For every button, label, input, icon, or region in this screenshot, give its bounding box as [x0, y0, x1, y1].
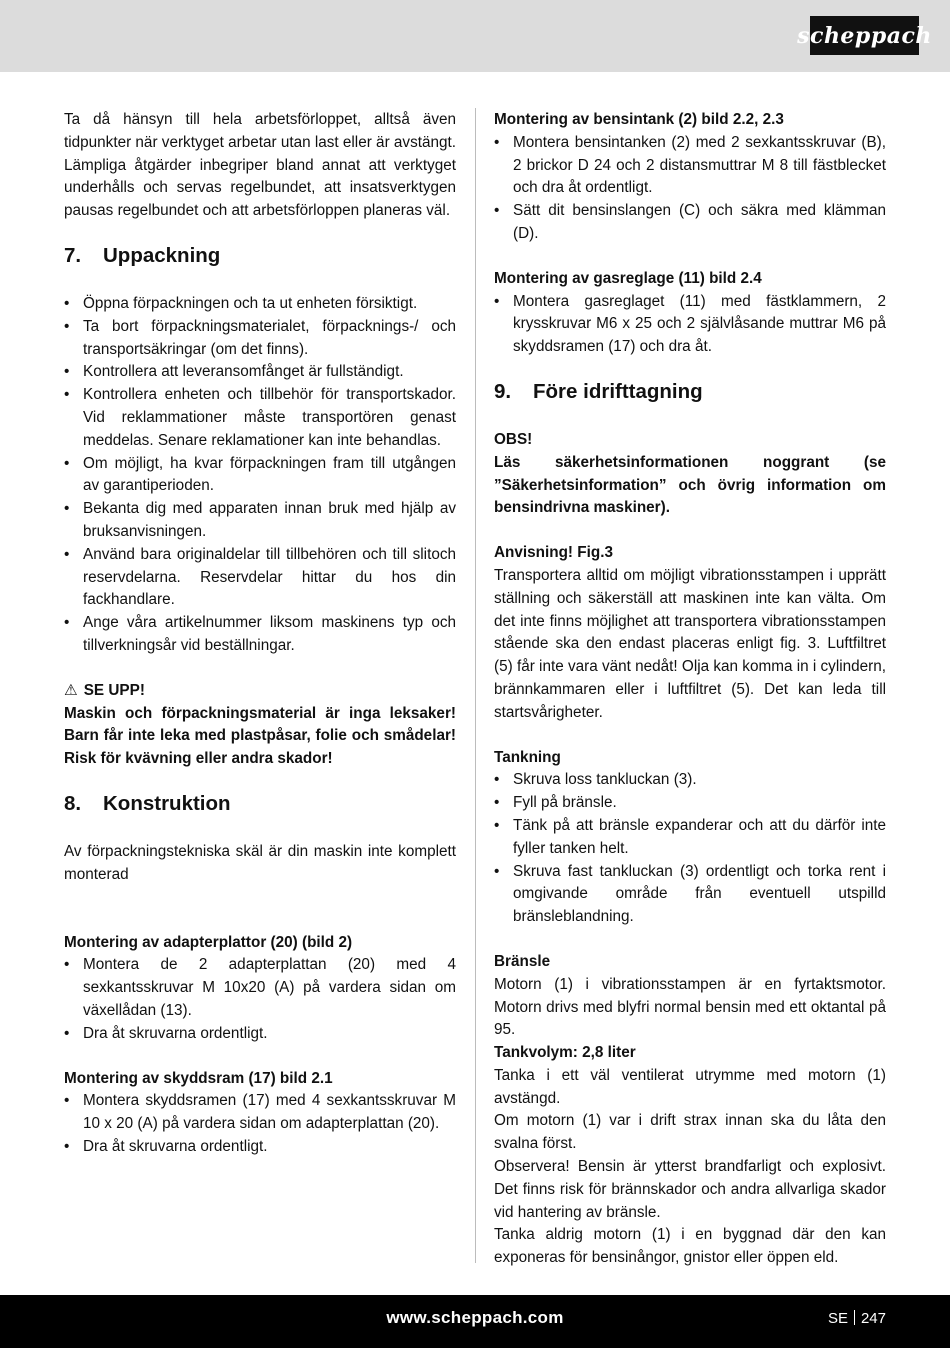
page-footer [0, 1295, 950, 1348]
list-item: • Öppna förpackningen och ta ut enheten försiktigt. [64, 293, 456, 316]
adapter-mount-list [64, 954, 456, 1045]
warning-title-text: SE UPP! [83, 681, 145, 699]
obs-text: Läs säkerhetsinformationen noggrant (se ”Säkerhetsinformation” och övrig information om bensindrivna maskiner). [494, 453, 886, 517]
unpacking-list [64, 293, 456, 658]
section-title: Konstruktion [103, 791, 231, 815]
list-item: • Fyll på bränsle. [494, 792, 886, 815]
list-item: • Dra åt skruvarna ordentligt. [64, 1136, 456, 1159]
website-link[interactable]: www.scheppach.com [386, 1308, 564, 1327]
frame-mount-list [64, 1090, 456, 1158]
tank-mount-list [494, 132, 886, 246]
fuel-paragraph: Tanka i ett väl ventilerat utrymme med motorn (1) avstängd. [494, 1066, 886, 1107]
section-7-heading [64, 243, 456, 269]
obs-title: OBS! [494, 430, 533, 448]
fuel-paragraph: Tanka aldrig motorn (1) i en byggnad där den kan exponeras för bensinångor, gnistor eller öppen eld. [494, 1226, 886, 1267]
fuel-title: Bränsle [494, 952, 551, 970]
section-9-heading [494, 379, 886, 405]
list-item: • Bekanta dig med apparaten innan bruk med hjälp av bruksanvisningen. [64, 498, 456, 544]
list-item: • Dra åt skruvarna ordentligt. [64, 1023, 456, 1046]
language-code: SE [827, 1310, 848, 1327]
hint-title: Anvisning! Fig.3 [494, 544, 613, 562]
section-number: 8. [64, 791, 82, 815]
brand-logo: scheppach [810, 16, 919, 55]
throttle-mount-title: Montering av gasreglage (11) bild 2.4 [494, 269, 762, 287]
refuel-title: Tankning [494, 748, 561, 766]
fuel-text: Motorn (1) i vibrationsstampen är en fyrtaktsmotor. Motorn drivs med blyfri normal bensin med ett oktantal på 95. [494, 975, 886, 1039]
list-item: • Montera de 2 adapterplattan (20) med 4 sexkantsskruvar M 10x20 (A) på vardera sidan om växellådan (13). [64, 954, 456, 1022]
frame-mount-title: Montering av skyddsram (17) bild 2.1 [64, 1069, 333, 1087]
list-item: • Kontrollera enheten och tillbehör för transportskador. Vid reklammationer måste transportören genast meddelas. Senare reklamationer kan inte behandlas. [64, 384, 456, 452]
page-number-value: 247 [860, 1310, 886, 1327]
list-item: • Montera gasreglaget (11) med fästklammern, 2 krysskruvar M6 x 25 och 2 självlåsande muttrar M6 på skyddsramen (17) och dra åt. [494, 291, 886, 359]
list-item: • Sätt dit bensinslangen (C) och säkra med klämman (D). [494, 200, 886, 246]
warning-title [64, 680, 456, 703]
separator [854, 1310, 855, 1325]
tank-mount-title: Montering av bensintank (2) bild 2.2, 2.3 [494, 111, 784, 128]
tank-volume: Tankvolym: 2,8 liter [494, 1044, 636, 1062]
warning-text: Maskin och förpackningsmaterial är inga leksaker! Barn får inte leka med plastpåsar, folie och smådelar! Risk för kvävning eller andra skador! [64, 704, 456, 768]
list-item: • Om möjligt, ha kvar förpackningen fram till utgången av garantiperioden. [64, 453, 456, 499]
column-divider [475, 108, 476, 1263]
construction-intro: Av förpackningstekniska skäl är din maskin inte komplett monterad [64, 842, 456, 883]
list-item: • Ta bort förpackningsmaterialet, förpacknings-/ och transportsäkringar (om det finns). [64, 316, 456, 362]
section-title: Uppackning [103, 243, 221, 267]
section-number: 7. [64, 243, 82, 267]
list-item: • Montera skyddsramen (17) med 4 sexkantsskruvar M 10 x 20 (A) på vardera sidan om adapterplattan (20). [64, 1090, 456, 1136]
list-item: • Kontrollera att leveransomfånget är fullständigt. [64, 361, 456, 384]
list-item: • Montera bensintanken (2) med 2 sexkantsskruvar (B), 2 brickor D 24 och 2 distansmuttrar M 8 till fästblecket och dra åt ordentligt. [494, 132, 886, 200]
fuel-paragraph: Observera! Bensin är ytterst brandfarligt och explosivt. Det finns risk för brännskador och andra allvarliga skador vid hantering av bränsle. [494, 1158, 886, 1221]
section-number: 9. [494, 379, 512, 403]
hint-text: Transportera alltid om möjligt vibrationsstampen i upprätt ställning och säkerställ att maskinen inte kan välta. Om det inte finns möjlighet att transportera vibrationsstampen stående ska den endast placeras enligt fig. 3. Luftfiltret (5) får inte vara vänt nedåt! Olja kan komma in i cylindern, brännkammaren eller i luftfiltret (5). Det kan leda till startsvårigheter. [494, 566, 886, 721]
right-column [494, 109, 886, 1270]
left-column [64, 109, 456, 1159]
adapter-mount-title: Montering av adapterplattor (20) (bild 2) [64, 933, 353, 951]
page-number [828, 1310, 886, 1327]
list-item: • Ange våra artikelnummer liksom maskinens typ och tillverkningsår vid beställningar. [64, 612, 456, 658]
throttle-mount-list [494, 291, 886, 359]
section-title: Före idrifttagning [533, 379, 703, 403]
page-header [0, 0, 950, 72]
list-item: • Tänk på att bränsle expanderar och att du därför inte fyller tanken helt. [494, 815, 886, 861]
fuel-paragraph: Om motorn (1) var i drift strax innan ska du låta den svalna först. [494, 1112, 886, 1153]
list-item: • Skruva loss tankluckan (3). [494, 769, 886, 792]
refuel-list [494, 769, 886, 929]
warning-triangle-icon: ⚠ [64, 681, 78, 699]
list-item: • Använd bara originaldelar till tillbehören och till slitoch reservdelarna. Reservdelar hittar du hos din fackhandlare. [64, 544, 456, 612]
list-item: • Skruva fast tankluckan (3) ordentligt och torka rent i omgivande område från eventuell utspilld bränsleblandning. [494, 861, 886, 929]
section-8-heading [64, 791, 456, 817]
intro-paragraph: Ta då hänsyn till hela arbetsförloppet, alltså även tidpunkter när verktyget arbetar utan last eller är avstängt. Lämpliga åtgärder inbegriper bland annat att verktyget underhålls och servas regelbundet, att insatsverktygen pausas regelbundet och att arbetsförloppen planeras väl. [64, 111, 456, 220]
